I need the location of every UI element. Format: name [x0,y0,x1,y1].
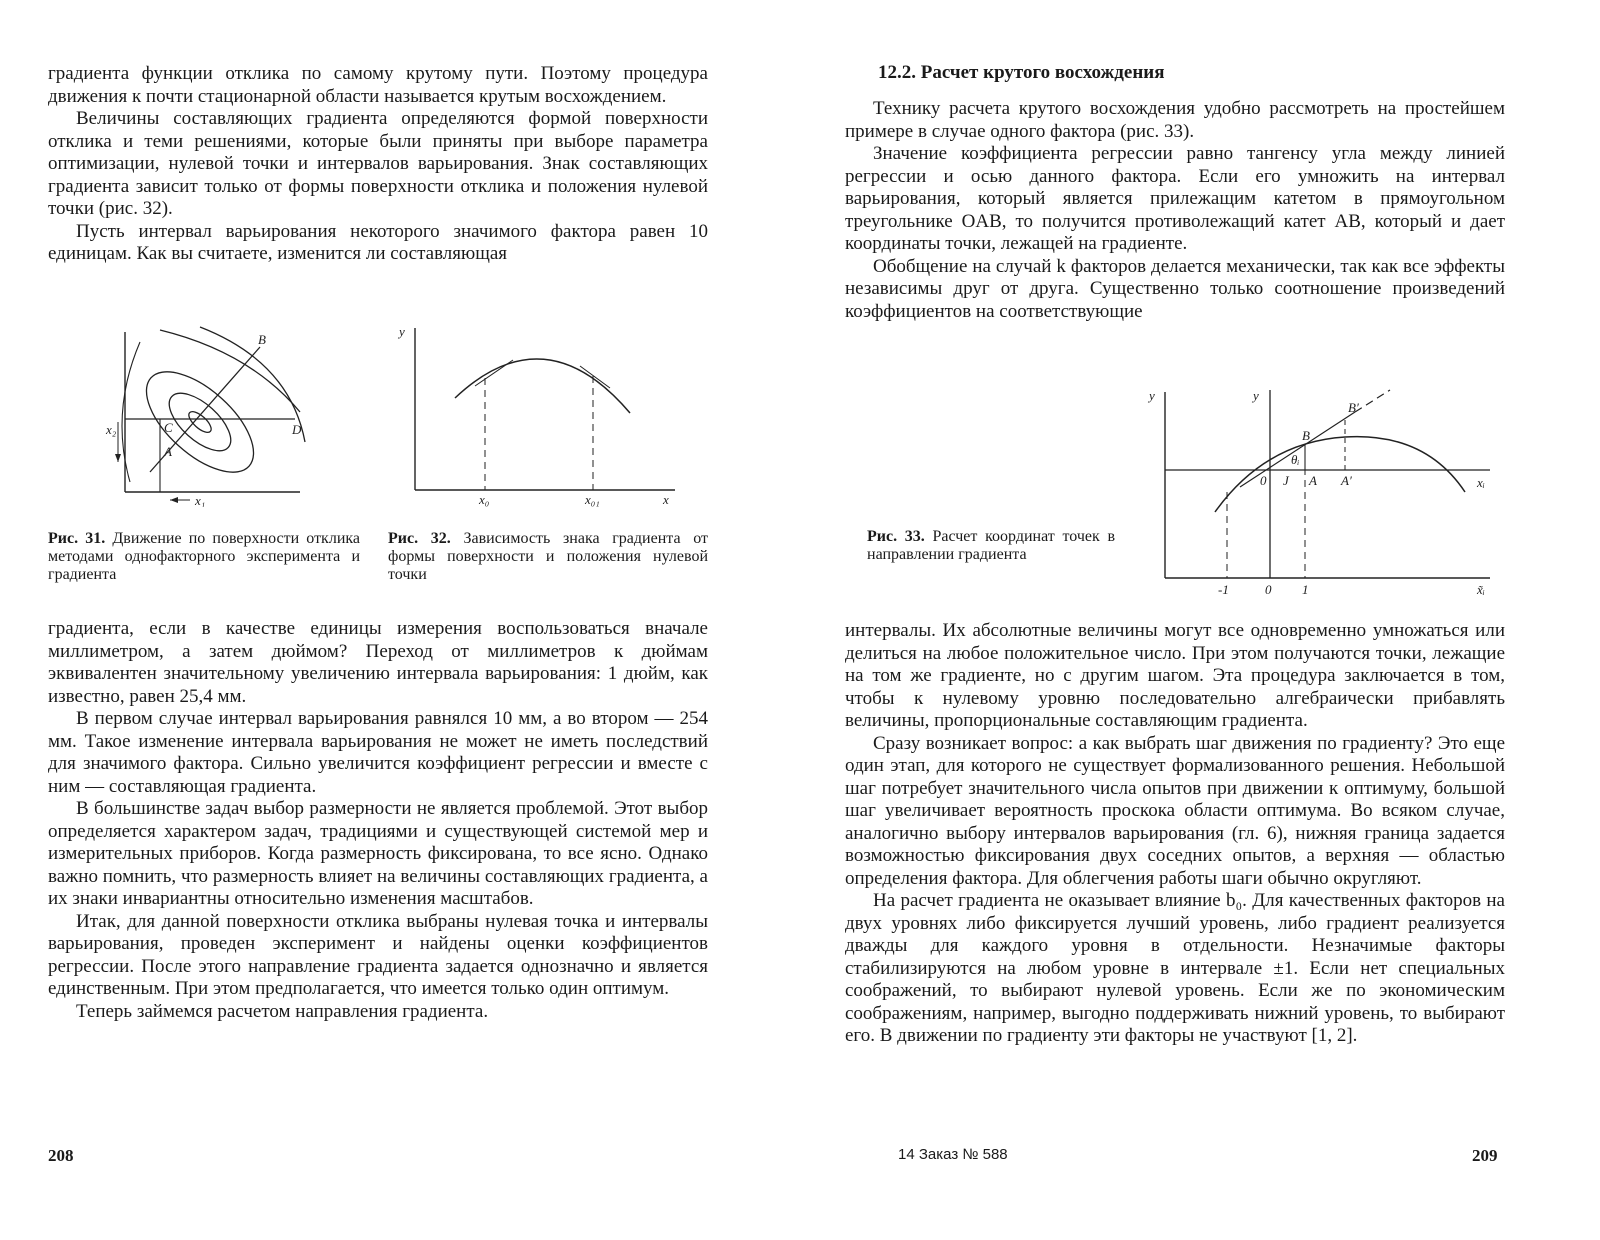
paragraph: Итак, для данной поверхности отклика выбраны нулевая точка и интервалы варьирования, проведен эксперимент и найдены оценки коэффициентов регрессии. После этого направление градиента задается однозначно и является единственным. При этом предполагается, что имеется только один оптимум. [48,910,708,999]
paragraph: Технику расчета крутого восхождения удобно рассмотреть на простейшем примере в случае одного фактора (рис. 33). [845,98,1505,142]
page-number-left: 208 [48,1146,74,1165]
right-page [800,0,1600,1240]
caption-31-number: Рис. 31. [48,530,106,547]
paragraph: интервалы. Их абсолютные величины могут все одновременно умножаться или делиться на любое положительное число. При этом получаются точки, лежащие на том же градиенте, но с другим шагом. Эта процедура заключается в том, чтобы к нулевому уровню последовательно алгебраически прибавлять величины, пропорциональные составляющим градиента. [845,620,1505,731]
paragraph: градиента функции отклика по самому крутому пути. Поэтому процедура движения к почти стационарной области называется крутым восхождением. [48,63,708,107]
figure-33-diagram [1145,382,1500,600]
paragraph: Пусть интервал варьирования некоторого значимого фактора равен 10 единицам. Как вы считаете, изменится ли составляющая [48,220,708,264]
paragraph: В первом случае интервал варьирования равнялся 10 мм, а во втором — 254 мм. Такое изменение интервала варьирования не может не иметь последствий для значимого фактора. Сильно увеличится коэффициент регрессии и вместе с ним — составляющая градиента. [48,708,708,797]
caption-31-text: Движение по поверхности отклика методами однофакторного эксперимента и градиента [48,530,361,583]
paragraph: На расчет градиента не оказывает влияние b₀. Для качественных факторов на двух уровнях либо фиксируется лучший уровень, либо градиент реализуется дважды для каждого уровня в отдельности. Незначимые факторы стабилизируются на любом уровне в интервале ±1. Если нет специальных соображений, то выбирают нулевой уровень. Если же по экономическим соображениям, например, выгодно поддерживать нижний уровень, то выбирают его. В движении по градиенту эти факторы не участвуют [1, 2]. [845,890,1505,1046]
caption-31 [48,530,360,584]
figure-33 [1145,382,1500,600]
fig33-label-zero: 0 [1265,582,1272,597]
fig31-label-C: C [164,420,173,435]
left-page [0,0,780,1240]
fig31-label-D: D [292,422,302,437]
section-heading: 12.2. Расчет крутого восхождения [878,62,1165,83]
fig32-label-y: y [399,324,405,339]
fig33-label-A: A [1309,473,1317,488]
caption-33-number: Рис. 33. [867,528,925,545]
figure-32-diagram [395,318,685,508]
fig33-label-A-prime: A′ [1341,473,1352,488]
figure-31 [100,322,310,507]
fig32-label-x: x [663,492,669,507]
printer-mark: 14 Заказ № 588 [898,1146,1008,1163]
figure-31-diagram [100,322,310,507]
paragraph: Сразу возникает вопрос: а как выбрать шаг движения по градиенту? Это еще один этап, для которого не существует формализованного решения. Небольшой шаг потребует значительного числа опытов при движении к оптимуму, большой шаг увеличивает вероятность проскока области оптимума. Во всяком случае, аналогично выбору интервалов варьирования (гл. 6), нижняя граница задается возможностью фиксирования двух соседних опытов, а верхняя — областью определения фактора. Для облегчения работы шаги обычно округляют. [845,732,1505,889]
paragraph: В большинстве задач выбор размерности не является проблемой. Этот выбор определяется характером задач, традициями и существующей системой мер и измерительных приборов. Когда размерность фиксирована, то все ясно. Однако важно помнить, что размерность влияет на величины составляющих градиента, а их знаки инвариантны относительно изменения масштабов. [48,798,708,909]
caption-32 [388,530,708,584]
paragraph: Обобщение на случай k факторов делается механически, так как все эффекты независимы друг от друга. Существенно только соотношение произведений коэффициентов на соответствующие [845,255,1505,322]
paragraph: Значение коэффициента регрессии равно тангенсу угла между линией регрессии и осью данного фактора. Если его умножить на интервал варьирования, который является прилежащим катетом в прямоугольном треугольнике OAB, то получится противолежащий катет AB, который и дает координаты точки, лежащей на градиенте. [845,143,1505,254]
fig33-label-y-mid: y [1253,388,1259,403]
fig33-label-one: 1 [1302,582,1309,597]
paragraph: Величины составляющих градиента определяются формой поверхности отклика и теми решениями, которые были приняты при выборе параметра оптимизации, нулевой точки и интервалов варьирования. Знак составляющих градиента зависит только от формы поверхности отклика и положения нулевой точки (рис. 32). [48,108,708,219]
fig31-label-x1: x₁ [195,493,206,507]
caption-33-text: Расчет координат точек в направлении градиента [867,528,1115,563]
fig33-label-theta: θᵢ [1291,452,1300,467]
caption-32-text: Зависимость знака градиента от формы поверхности и положения нулевой точки [388,530,709,583]
left-text-block-bottom [48,618,708,1023]
caption-33 [867,528,1115,564]
fig32-label-x01: x₀₁ [585,492,600,507]
fig33-label-minus-one: -1 [1218,582,1229,597]
right-text-block-top [845,98,1505,323]
page-number-right: 209 [1472,1146,1498,1165]
fig31-label-x2: x₂ [106,422,117,437]
paragraph: Теперь займемся расчетом направления градиента. [76,1000,489,1022]
fig33-label-xi: xᵢ [1477,475,1485,490]
caption-32-number: Рис. 32. [388,530,451,547]
fig33-label-B: B [1302,428,1310,443]
fig33-label-B-prime: B′ [1348,400,1359,415]
fig31-label-A: A [164,444,172,459]
fig31-label-B: B [258,332,266,347]
fig33-label-y-left: y [1149,388,1155,403]
figure-32 [395,318,685,508]
fig33-label-xi-tilde: x̃ᵢ [1477,582,1485,597]
left-text-block-top [48,63,708,266]
fig32-label-x0: x₀ [479,492,490,507]
fig33-label-J: J [1283,473,1289,488]
paragraph: градиента, если в качестве единицы измерения воспользоваться вначале миллиметром, а затем дюймом? Переход от миллиметров к дюймам эквивалентен значительному увеличению интервала варьирования: 1 дюйм, как известно, равен 25,4 мм. [48,618,708,707]
right-text-block-bottom [845,620,1505,1048]
fig33-label-O: 0 [1260,473,1267,488]
